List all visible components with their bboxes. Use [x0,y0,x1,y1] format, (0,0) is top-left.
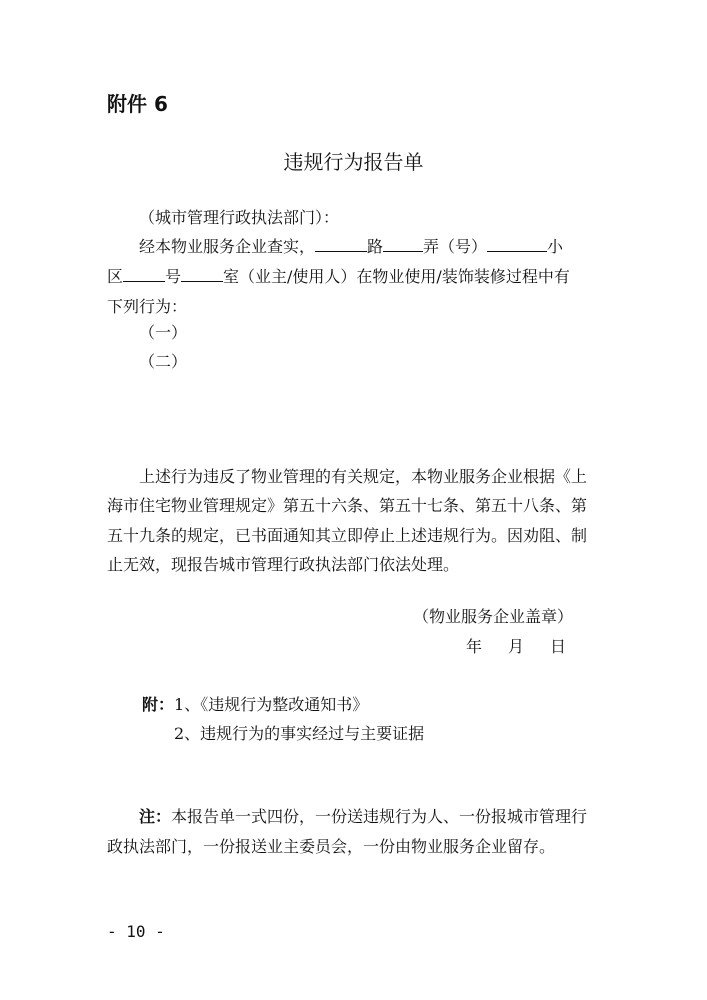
body-line-3: 五十九条的规定，已书面通知其立即停止上述违规行为。因劝阻、制 [107,526,588,545]
room-text: 室（业主/使用人）在物业使用/装饰装修过程中有 [223,267,570,286]
appendix-item-2: 2、违规行为的事实经过与主要证据 [174,724,425,743]
lane-blank [383,250,423,252]
document-title: 违规行为报告单 [283,150,424,174]
body-line-2: 海市住宅物业管理规定》第五十六条、第五十七条、第五十八条、第 [107,496,588,515]
room-blank [181,280,223,282]
appendix-item-1: 1、《违规行为整改通知书》 [174,695,369,714]
road-label: 路 [367,237,384,256]
body-line-4: 止无效，现报告城市管理行政执法部门依法处理。 [107,555,460,574]
date-day: 日 [550,637,567,656]
body-paragraph [107,462,607,582]
intro-line-2 [107,262,570,291]
attachment-label: 附件 6 [107,92,168,116]
page-number: - 10 - [107,922,165,941]
item-two: （二） [139,352,188,371]
note-text-1: 本报告单一式四份，一份送违规行为人、一份报城市管理行 [171,807,588,826]
date-year: 年 [466,637,483,656]
company-seal-label: （物业服务企业盖章） [413,607,574,626]
date-month: 月 [508,637,525,656]
number-label: 号 [165,267,182,286]
community-blank [487,250,547,252]
road-blank [315,250,367,252]
appendix-label: 附： [142,695,175,714]
intro-paragraph [107,203,607,323]
note-line-1 [139,804,587,827]
recipient-line: （城市管理行政执法部门）： [139,208,340,227]
intro-lead: 经本物业服务企业查实， [139,237,316,256]
intro-line-1 [107,232,563,261]
item-one: （一） [139,323,188,342]
appendix-line-1 [142,692,368,715]
note-label: 注： [139,807,172,826]
lane-label: 弄（号） [423,237,488,256]
community-label: 小 [547,237,564,256]
district-label: 区 [107,267,124,286]
intro-line-3: 下列行为： [107,297,188,316]
number-blank [123,280,165,282]
body-line-1: 上述行为违反了物业管理的有关规定，本物业服务企业根据《上 [139,467,588,486]
date-line [466,634,566,657]
note-line-2: 政执法部门，一份报送业主委员会，一份由物业服务企业留存。 [107,837,556,856]
